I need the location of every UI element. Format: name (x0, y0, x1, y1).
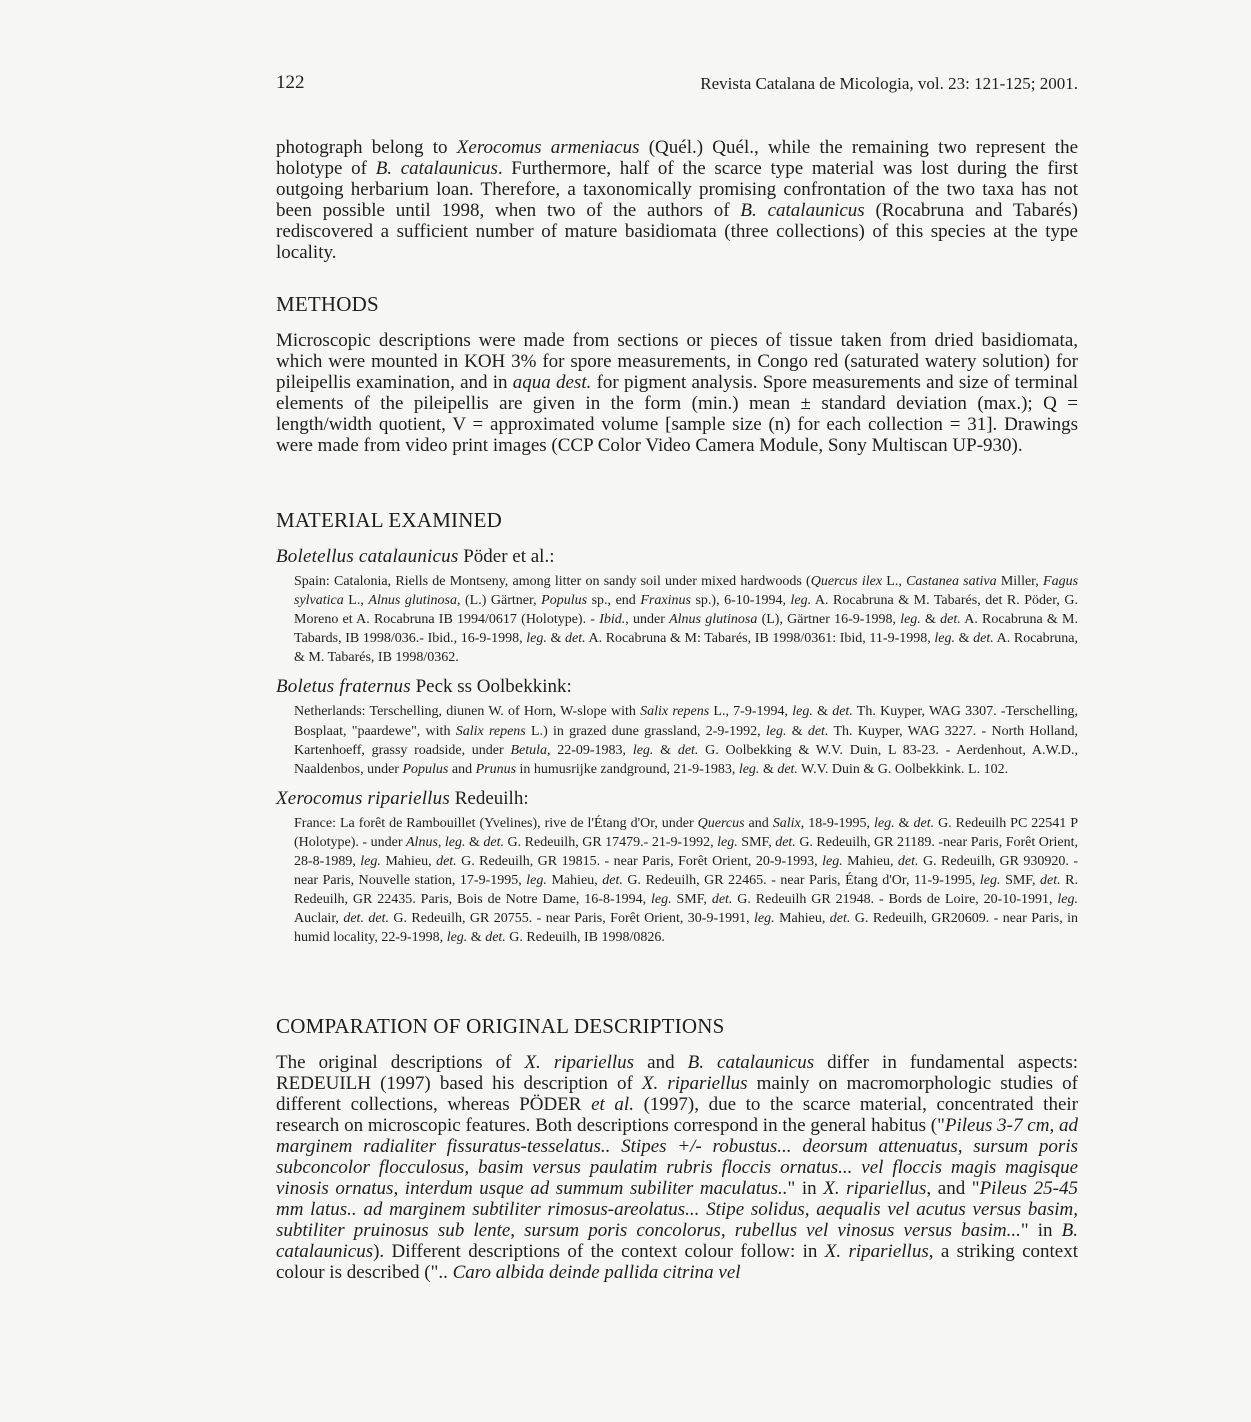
page-number: 122 (276, 72, 305, 93)
specimen-list: France: La forêt de Rambouillet (Yvelines), rive de l'Étang d'Or, under Quercus and Salix, 18-9-1995, leg. & det. G. Redeuilh PC 22541 P (Holotype). - under Alnus, leg. & det. G. Redeuilh, GR 17479.- 21-9-1992, leg. SMF, det. G. Redeuilh, GR 21189. -near Paris, Forêt Orient, 28-8-1989, leg. Mahieu, det. G. Redeuilh, GR 19815. - near Paris, Forêt Orient, 20-9-1993, leg. Mahieu, det. G. Redeuilh, GR 930920. - near Paris, Nouvelle station, 17-9-1995, leg. Mahieu, det. G. Redeuilh, GR 22465. - near Paris, Étang d'Or, 11-9-1995, leg. SMF, det. R. Redeuilh, GR 22435. Paris, Bois de Notre Dame, 16-8-1994, leg. SMF, det. G. Redeuilh GR 21948. - Bords de Loire, 20-10-1991, leg. Auclair, det. det. G. Redeuilh, GR 20755. - near Paris, Forêt Orient, 30-9-1991, leg. Mahieu, det. G. Redeuilh, GR20609. - near Paris, in humid locality, 22-9-1998, leg. & det. G. Redeuilh, IB 1998/0826. (294, 815, 1079, 946)
intro-section (276, 137, 1078, 263)
material-heading: MATERIAL EXAMINED (276, 508, 503, 532)
comparation-heading: COMPARATION OF ORIGINAL DESCRIPTIONS (276, 1014, 725, 1038)
specimen-list: Netherlands: Terschelling, diunen W. of Horn, W-slope with Salix repens L., 7-9-1994, leg. & det. Th. Kuyper, WAG 3307. -Terschelling, Bosplaat, "paardewe", with Salix repens L.) in grazed dune grassland, 2-9-1992, leg. & det. Th. Kuyper, WAG 3227. - North Holland, Kartenhoeff, grassy roadside, under Betula, 22-09-1983, leg. & det. G. Oolbekking & W.V. Duin, L 83-23. - Aerdenhout, A.W.D., Naaldenbos, under Populus and Prunus in humusrijke zandground, 21-9-1983, leg. & det. W.V. Duin & G. Oolbekkink. L. 102. (294, 704, 1079, 777)
intro-paragraph: photograph belong to Xerocomus armeniacus (Quél.) Quél., while the remaining two represent the holotype of B. catalaunicus. Furthermore, half of the scarce type material was lost during the first outgoing herbarium loan. Therefore, a taxonomically promising confrontation of the two taxa has not been possible until 1998, when two of the authors of B. catalaunicus (Rocabruna and Tabarés) rediscovered a sufficient number of mature basidiomata (three collections) of this species at the type locality. (276, 137, 1079, 263)
comparation-section (276, 1014, 1078, 1283)
taxon-heading: Xerocomus ripariellus Redeuilh: (276, 787, 529, 809)
taxon-heading: Boletellus catalaunicus Pöder et al.: (276, 546, 555, 567)
comparation-paragraph: The original descriptions of X. ripariellus and B. catalaunicus differ in fundamental aspects: REDEUILH (1997) based his description of X. ripariellus mainly on macromorphologic studies of different collections, whereas PÖDER et al. (1997), due to the scarce material, concentrated their research on microscopic features. Both descriptions correspond in the general habitus ("Pileus 3-7 cm, ad marginem radialiter fissuratus-tesselatus.. Stipes +/- robustus... deorsum attenuatus, sursum poris subconcolor flocculosus, basim versus paulatim rubris floccis ornatus... vel floccis magis magisque vinosis ornatus, interdum usque ad summum subiliter maculatus.." in X. ripariellus, and "Pileus 25-45 mm latus.. ad marginem subtiliter rimosus-areolatus... Stipe solidus, aequalis vel acutus versus basim, subtiliter pruinosus sub lente, sursum poris concolorus, rubellus vel vinosus versus basim..." in B. catalaunicus). Different descriptions of the context colour follow: in X. ripariellus, a striking context colour is described (".. Caro albida deinde pallida citrina vel (276, 1052, 1079, 1283)
running-header: Revista Catalana de Micologia, vol. 23: 121-125; 2001. (700, 74, 1078, 93)
methods-section (276, 292, 1078, 456)
specimen-list: Spain: Catalonia, Riells de Montseny, among litter on sandy soil under mixed hardwoods (Quercus ilex L., Castanea sativa Miller, Fagus sylvatica L., Alnus glutinosa, (L.) Gärtner, Populus sp., end Fraxinus sp.), 6-10-1994, leg. A. Rocabruna & M. Tabarés, det R. Pöder, G. Moreno et A. Rocabruna IB 1994/0617 (Holotype). - Ibid., under Alnus glutinosa (L), Gärtner 16-9-1998, leg. & det. A. Rocabruna & M. Tabards, IB 1998/036.- Ibid., 16-9-1998, leg. & det. A. Rocabruna & M: Tabarés, IB 1998/0361: Ibid, 11-9-1998, leg. & det. A. Rocabruna, & M. Tabarés, IB 1998/0362. (294, 574, 1079, 666)
taxon-heading: Boletus fraternus Peck ss Oolbekkink: (276, 676, 572, 698)
material-section (276, 508, 1078, 948)
methods-paragraph: Microscopic descriptions were made from sections or pieces of tissue taken from dried basidiomata, which were mounted in KOH 3% for spore measurements, in Congo red (saturated watery solution) for pileipellis examination, and in aqua dest. for pigment analysis. Spore measurements and size of terminal elements of the pileipellis are given in the form (min.) mean ± standard deviation (max.); Q = length/width quotient, V = approximated volume [sample size (n) for each collection = 31]. Drawings were made from video print images (CCP Color Video Camera Module, Sony Multiscan UP-930). (276, 330, 1078, 456)
methods-heading: METHODS (276, 292, 379, 316)
